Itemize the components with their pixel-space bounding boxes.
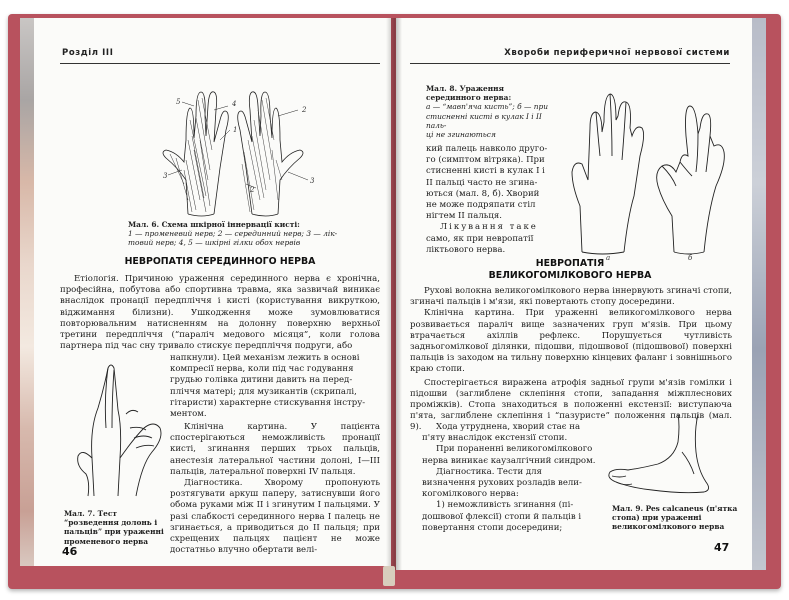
bookmark-ribbon [383, 566, 395, 586]
paragraph-etiology [60, 274, 380, 352]
text-line: гітаристи) характерне стискування інстру- [170, 397, 366, 408]
paragraph: Клінічна картина. При ураженні великогомілкового нерва розвивається параліч вище зазначених груп м'язів. При цьому втрачається ахіллів рефлекс. Порушується чутливість задньогомілкової ділянки, підошви, підошвової (підошвової) поверхні пальців із заходом на тильну поверхню кінцевих фаланг і зовнішнього краю стопи. [410, 308, 732, 375]
text-line: само, як при невропатії [426, 233, 534, 244]
figure-8-hands [562, 76, 742, 262]
text-line: п'яту внаслідок екстензії стопи. [422, 433, 568, 444]
text-line: го (симптом вітряка). При [426, 155, 545, 166]
text-line: пліччя матері; для музикантів (скрипалі, [170, 386, 357, 397]
wrapped-text-block [170, 353, 380, 420]
text-line: напкнули). Цей механізм лежить в основі [170, 353, 360, 363]
running-head-right: Хвороби периферичної нервової системи [504, 48, 730, 58]
text-line: не може подряпати стіл [426, 200, 536, 211]
figure-8-caption [426, 84, 556, 139]
text-line: грудью голівка дитини давить на перед- [170, 375, 353, 386]
text-line: стисненні кисті в кулак I і [426, 166, 545, 177]
book-gutter-shadow [386, 18, 402, 570]
paragraph-diagnostics [170, 478, 380, 556]
running-head-left: Розділ III [62, 48, 114, 58]
heading-line: ВЕЛИКОГОМІЛКОВОГО НЕРВА [488, 270, 652, 281]
text-line: 1) неможливість згинання (пі- [436, 500, 574, 511]
section-heading-median-nerve: НЕВРОПАТІЯ СЕРЕДИННОГО НЕРВА [124, 256, 316, 267]
text-line: II пальці часто не згина- [426, 177, 538, 188]
text-line: нерва виникає каузалгічний синдром. [422, 455, 596, 466]
fig6-label: 2 [302, 106, 307, 114]
clinic-text: Клінічна картина. У пацієнта спостерігаються неможливість пронації кисті, згинання перших трьох пальців, анестезія латеральної частини долоні, I—III пальців, латеральної поверхні IV пальця. [170, 422, 380, 477]
text-line: Лікування таке [440, 222, 538, 233]
text-line: ментом. [170, 409, 207, 420]
text-line: визначення рухових розладів вели- [422, 478, 582, 489]
header-rule [410, 63, 730, 64]
figure-9-caption: Мал. 9. Pes calcaneus (п'ятка стопа) при ураженні великогомілкового нерва [612, 504, 738, 532]
fig8-wrapped-text [426, 144, 556, 256]
text-line: Діагностика. Тести для [436, 466, 542, 477]
page-number-right: 47 [714, 541, 730, 554]
page-edge-photo-strip [752, 18, 766, 570]
section-heading-tibial-nerve [410, 258, 730, 282]
text-line: кий палець навколо друго- [426, 144, 548, 154]
fig6-label: 3 [310, 177, 315, 185]
figure-6-caption [128, 220, 378, 248]
fig6-label: 3 [163, 172, 168, 180]
text-line: При пораненні великогомілкового [436, 444, 593, 455]
fig8-label-b: б [688, 254, 693, 262]
text-line: нігтем II пальця. [426, 211, 503, 222]
text-line: ються (мал. 8, б). Хворий [426, 188, 540, 199]
figure-8-caption-line: а — “мавп'яча кисть”; б — при [426, 102, 548, 112]
figure-7-caption: Мал. 7. Тест “розведення долонь і пальців” при ураженні променевого нерва [64, 509, 164, 546]
figure-7-palms-test [64, 358, 174, 498]
fig6-label: 5 [176, 98, 181, 106]
etiology-text: Етіологія. Причиною ураження серединного нерва є хронічна, професійна, побутова або спортивна травма, яка зазвичай виникає внаслідок пронації передпліччя і кисті (користування викруткою, віджимання білизни). Ушкодження може зумовлюватися повторювальним натисненням на долонну поверхню верхньої третини передпліччя (“параліч медового місяця”, коли голова партнера під час сну тривало стискує передпліччя подруги, або [60, 274, 380, 352]
text-line: когомілкового нерва: [422, 489, 519, 500]
paragraph: Спостерігається виражена атрофія задньої групи м'язів гомілки і підошви (заглиблене склепіння стопи, западання міжплеснових проміжків). Стопа знаходиться в положенні екстензії: виступаюча п'ята, заглиблене склепіння і “пазуристе” положення пальців (мал. 9). [410, 377, 732, 433]
figure-9-foot [602, 412, 732, 496]
text-line: повертання стопи досередини; [422, 522, 563, 533]
fig6-label: 1 [233, 126, 238, 134]
left-page [20, 18, 391, 566]
right-page [396, 18, 766, 570]
text-line: ліктьового нерва. [426, 244, 506, 255]
figure-6-caption-line: 1 — променевий нерв; 2 — серединний нерв; 3 — лік- [128, 229, 338, 239]
fig9-wrapped-text [422, 422, 612, 534]
page-edge-photo-strip [20, 18, 34, 566]
figure-6-caption-line: товий нерв; 4, 5 — шкірні гілки обох нервів [128, 238, 301, 248]
figure-8-caption-title: Мал. 8. Ураження серединного нерва: [426, 84, 512, 103]
text-line: компресії нерва, коли під час годування [170, 364, 354, 375]
paragraph: Рухові волокна великогомілкового нерва іннервують згиначі стопи, згиначі пальців і м'язи, які повертають стопу досередини. [410, 286, 732, 308]
figure-6-hand-innervation [148, 80, 348, 220]
fig6-label: 2 [250, 186, 255, 194]
paragraph-clinic [170, 422, 380, 478]
diagnostics-text: Діагностика. Хворому пропонують розтягувати аркуш паперу, затиснувши його обома руками між II і згинутим I пальцями. У разі слабкості серединного нерва I палець не згинається, а приводиться до II пальця; при схрещених пальцях пацієнт не може достатньо влучно обертати велі- [170, 478, 380, 556]
heading-line: НЕВРОПАТІЯ [535, 258, 605, 269]
figure-8-caption-line: стисненні кисті в кулак I і II паль- [426, 111, 542, 130]
figure-8-caption-line: ці не згинаються [426, 130, 496, 140]
fig6-label: 4 [232, 100, 237, 108]
page-number-left: 46 [62, 545, 78, 558]
header-rule [60, 63, 380, 64]
fig8-label-a: а [606, 254, 611, 262]
text-line: Хода утруднена, хворий стає на [436, 422, 581, 432]
text-line: дошвової флексії) стопи й пальців і [422, 511, 582, 522]
figure-6-caption-title: Мал. 6. Схема шкірної іннервації кисті: [128, 220, 300, 229]
